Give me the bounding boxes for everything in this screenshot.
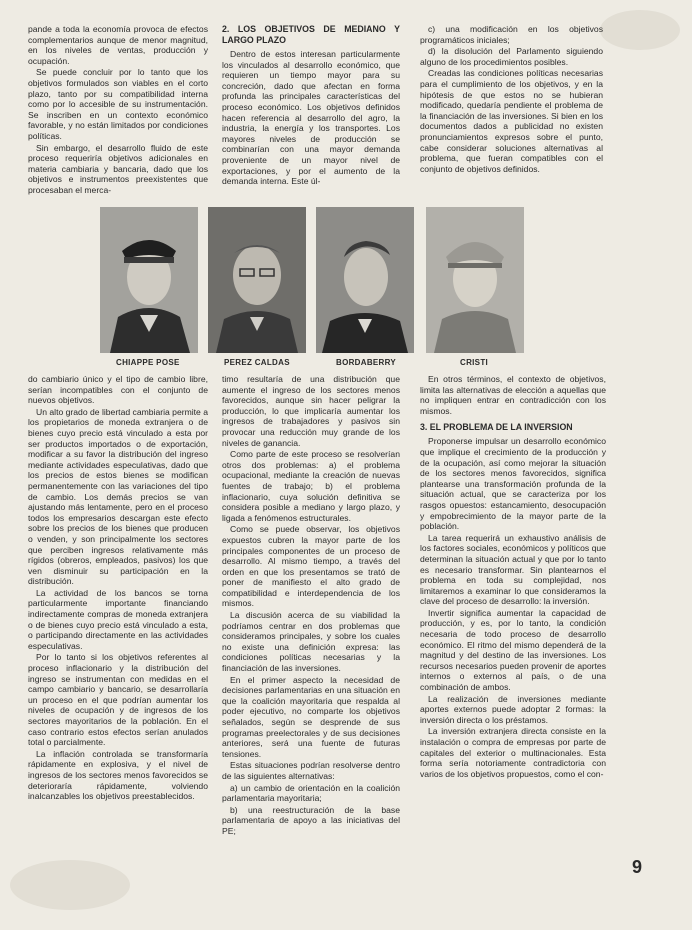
paragraph: Creadas las condiciones políticas necesarias para el cumplimiento de los objetivos, y en la hipótesis de que estos no se hubieran modificado, quedaría pendiente el problema de la financiación de las inversiones. Si bien en los documentos dados a publicidad no existen pronunciamientos expresos sobre el punto, cabe considerar soluciones alternativas al problema, que fueran compatibles con el conjunto de objetivos definidos. — [420, 68, 603, 174]
paragraph: La discusión acerca de su viabilidad la podríamos centrar en dos problemas que consideramos principales, y sobre los cuales no existe una definición expresa: las condiciones políticas necesarias y la financiación de las inversiones. — [222, 610, 400, 674]
paragraph: Se puede concluir por lo tanto que los objetivos formulados son viables en el corto plazo, tanto por su compatibilidad interna como por lo accesible de su instrumentación. Se inscriben en un contexto económico favorable, y no están limitados por condiciones políticas. — [28, 67, 208, 141]
top-column-1 — [28, 24, 208, 214]
photo-caption: PEREZ CALDAS — [224, 358, 290, 367]
paragraph: b) una reestructuración de la base parlamentaria de apoyo a las iniciativas del PE; — [222, 804, 400, 836]
paragraph: Como parte de este proceso se resolverían otros dos problemas: a) el problema ocupacional, mediante la creación de nuevas fuentes de trabajo; b) el problema inflacionario, cuya solución definitiva se considera posible a mediano y largo plazo, y ligada a fenómenos estructurales. — [222, 449, 400, 523]
paragraph: En el primer aspecto la necesidad de decisiones parlamentarias en una situación en que la coalición mayoritaria que respalda al poder ejecutivo, no comparte los objetivos señalados, según se desprende de sus programas preelectorales y de sus decisiones anteriores, será una fuente de futuras tensiones. — [222, 674, 400, 759]
bottom-column-1 — [28, 374, 208, 864]
top-column-3 — [420, 24, 603, 214]
photo-caption: BORDABERRY — [336, 358, 397, 367]
bottom-column-3 — [420, 374, 606, 864]
section-heading: 2. LOS OBJETIVOS DE MEDIANO Y LARGO PLAZO — [222, 24, 400, 45]
portrait-photo — [208, 207, 306, 353]
paragraph: Por lo tanto si los objetivos referentes al proceso inflacionario y la distribución del ingreso se instrumentan con medidas en el campo cambiario y bancario, se desarrollaría un proceso en el que podrían aumentar los niveles de ocupación y de ingresos de los sectores mayoritarios de la población. En el caso contrario estos efectos serían anulados total o parcialmente. — [28, 652, 208, 748]
paragraph: do cambiario único y el tipo de cambio libre, serían incompatibles con el conjunto de nuevos objetivos. — [28, 374, 208, 406]
paragraph: La inflación controlada se transformaría rápidamente en explosiva, y el nivel de ingresos de los sectores menos favorecidos se deterioraría rápidamente, volviendo inalcanzables los objetivos preestablecidos. — [28, 748, 208, 802]
paragraph: Dentro de estos interesan particularmente los vinculados al desarrollo económico, que requieren un tiempo mayor para su concreción, dado que afectan en forma profunda las principales características del proceso económico. Los objetivos definidos hacen referencia al desarrollo del agro, la industria, la energía y los transportes. Los mayores niveles de producción se combinarían con una mayor demanda proveniente de un mayor nivel de exportaciones, y por el aumento de la demanda interna. Este úl- — [222, 49, 400, 187]
paragraph: Proponerse impulsar un desarrollo económico que implique el crecimiento de la producción y de la ocupación, así como mejorar la situación de los sectores menos favorecidos, significa plantearse una transformación profunda de la situación actual, que se caracteriza por los rasgos opuestos: estancamiento, desocupación y empobrecimiento de la mayor parte de la población. — [420, 436, 606, 532]
paper-stain — [10, 860, 130, 910]
top-column-2 — [222, 24, 400, 214]
paragraph: Invertir significa aumentar la capacidad de producción, y es, por lo tanto, la condición necesaria de todo proceso de desarrollo económico. El ritmo del mismo dependerá de la magnitud y del destino de las inversiones. Los recursos necesarios pueden provenir de aportes internos o externos al país, o de una combinación de ambos. — [420, 607, 606, 693]
paragraph: Un alto grado de libertad cambiaria permite a los propietarios de moneda extranjera o de bienes cuyo precio está vinculado a esta por ser productos importados o de exportación, modificar a su favor la distribución del ingreso mediante actividades especulativas, dado que los precios de estos bienes se modifican permanentemente con las variaciones del tipo de cambio. Los demás precios se van ajustando más lentamente, pero en el proceso todos los empresarios descargan este efecto sobre los precios de los bienes que producen o venden, y son principalmente los sectores que perciben ingresos relativamente más rígidos (obreros, empleados, pasivos) los que ven disminuir su participación en la distribución. — [28, 406, 208, 587]
portrait-photo — [426, 207, 524, 353]
paragraph: La tarea requerirá un exhaustivo análisis de los factores sociales, económicos y políticos que determinan la situación actual y que por lo tanto es necesario transformar. Sin plantearnos el problema en toda su complejidad, nos limitaremos a examinar lo que consideramos la clave del proceso de desarrollo: la inversión. — [420, 532, 606, 607]
paragraph: Como se puede observar, los objetivos expuestos cubren la mayor parte de los principales componentes de un proceso de desarrollo. Al mismo tiempo, a través del orden en que los presentamos se trató de poner de manifiesto el alto grado de compatibilidad e interdependencia de los mismos. — [222, 524, 400, 609]
bottom-column-2 — [222, 374, 400, 864]
paragraph: La realización de inversiones mediante aportes externos puede adoptar 2 formas: la inversión directa o los préstamos. — [420, 693, 606, 725]
paragraph: d) la disolución del Parlamento siguiendo alguno de los procedimientos posibles. — [420, 46, 603, 67]
paper-stain — [600, 10, 680, 50]
page-number: 9 — [631, 857, 642, 877]
photo-caption: CRISTI — [460, 358, 489, 367]
paragraph: En otros términos, el contexto de objetivos, limita las alternativas de elección a aquellas que no impliquen entrar en contradicción con los mismos. — [420, 374, 606, 416]
paragraph: timo resultaría de una distribución que aumente el ingreso de los sectores menos favorecidos, aunque sin hacer peligrar la producción, lo que implicaría aumentar los ingresos de trabajadores y pasivos sin provocar una reducción muy grande de los niveles de ganancia. — [222, 374, 400, 448]
paragraph: La actividad de los bancos se torna particularmente importante financiando indirectamente compras de moneda extranjera o de bienes cuyo precio está vinculado a esta, o participando directamente en las actividades especulativas. — [28, 587, 208, 651]
paragraph: Sin embargo, el desarrollo fluido de este proceso requeriría objetivos adicionales en materia cambiaria y bancaria, dado que los objetivos e instrumentos preexistentes que procesaban el merca- — [28, 142, 208, 195]
paragraph: Estas situaciones podrían resolverse dentro de las siguientes alternativas: — [222, 760, 400, 781]
paragraph: a) un cambio de orientación en la coalición parlamentaria mayoritaria; — [222, 782, 400, 804]
section-heading: 3. EL PROBLEMA DE LA INVERSION — [420, 422, 573, 433]
paragraph: La inversión extranjera directa consiste en la instalación o compra de empresas por parte de capitales del exterior o multinacionales. Esta forma sería notoriamente contradictoria con varios de los objetivos propuestos, como el con- — [420, 726, 606, 779]
paragraph: pande a toda la economía provoca de efectos complementarios aunque de menor magnitud, en los niveles de ventas, producción y ocupación. — [28, 24, 208, 66]
portrait-photo — [100, 207, 198, 353]
photo-caption: CHIAPPE POSE — [116, 358, 180, 367]
portrait-photo — [316, 207, 414, 353]
paragraph: c) una modificación en los objetivos programáticos iniciales; — [420, 24, 603, 45]
